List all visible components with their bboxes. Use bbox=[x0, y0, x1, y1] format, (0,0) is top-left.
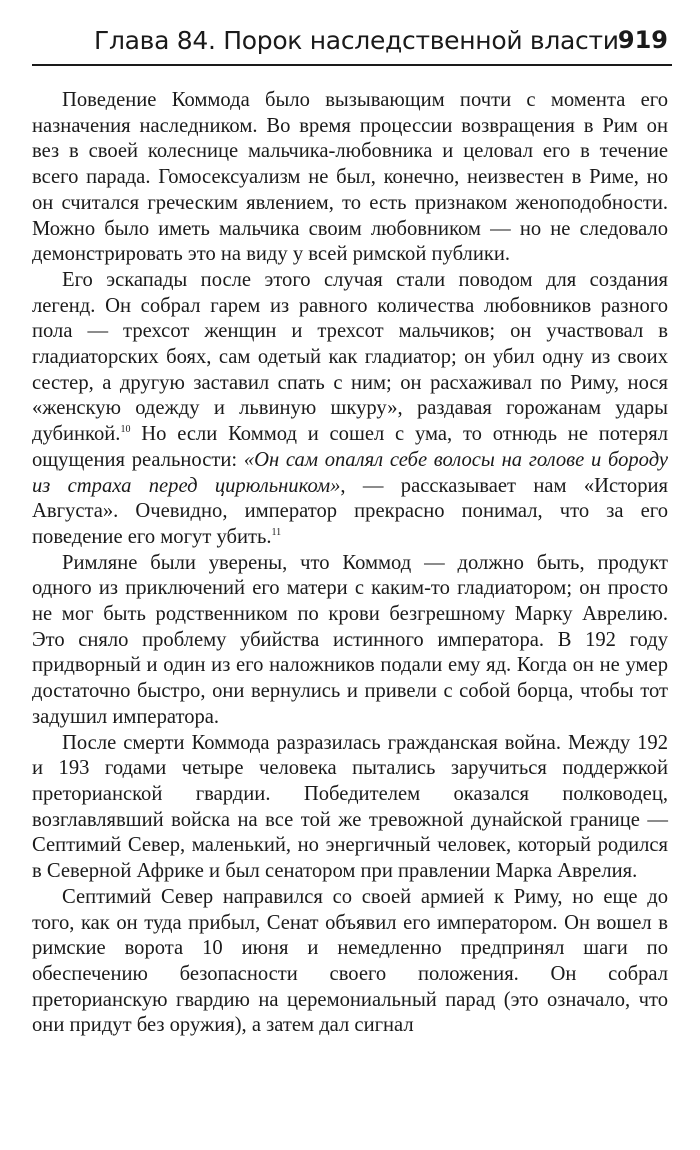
paragraph-2 bbox=[32, 268, 668, 551]
paragraph-5: Септимий Север направился со своей армией к Риму, но еще до того, как он туда прибыл, Сенат объявил его императором. Он вошел в римские ворота 10 июня и немедленно предпринял шаги по обеспечению безопасности своего положения. Он собрал преторианскую гвардию на церемониальный парад (это означало, что они придут без оружия), а затем дал сигнал bbox=[32, 885, 668, 1037]
paragraph-1: Поведение Коммода было вызывающим почти с момента его назначения наследником. Во время процессии возвращения в Рим он вез в своей колеснице мальчика-любовника и целовал его в течение всего парада. Гомосексуализм не был, конечно, неизвестен в Риме, но он считался греческим явлением, то есть признаком женоподобности. Можно было иметь мальчика своим любовником — но не следовало демонстрировать это на виду у всей римской публики. bbox=[32, 89, 668, 266]
page-number: 919 bbox=[617, 26, 668, 54]
paragraph-2-text-a: Его эскапады после этого случая стали поводом для создания легенд. Он собрал гарем из равного количества любовников разного пола — трехсот женщин и трехсот мальчиков; он участвовал в гладиаторских боях, сам одетый как гладиатор; он убил одну из своих сестер, а другую заставил спать с ним; он расхаживал по Риму, нося «женскую одежду и львиную шкуру», раздавая горожанам удары дубинкой. bbox=[32, 268, 668, 446]
footnote-ref-10: 10 bbox=[120, 424, 131, 436]
running-header bbox=[32, 22, 672, 66]
paragraph-2-text-c: , — рассказывает нам «История Августа». Очевидно, император прекрасно понимал, что за его поведение его могут убить. bbox=[32, 474, 668, 548]
italic-quote: «Он сам опалял себе волосы на голове и бороду из страха перед цирюльником» bbox=[32, 448, 668, 497]
body-text bbox=[32, 88, 668, 1039]
chapter-title: Глава 84. Порок наследственной власти bbox=[94, 26, 619, 55]
paragraph-4: После смерти Коммода разразилась гражданская война. Между 192 и 193 годами четыре человека пытались заручиться поддержкой преторианской гвардии. Победителем оказался полководец, возглавлявший войска на все той же тревожной дунайской границе — Септимий Север, маленький, но энергичный человек, который родился в Северной Африке и был сенатором при правлении Марка Аврелия. bbox=[32, 731, 668, 883]
footnote-ref-11: 11 bbox=[271, 527, 282, 539]
paragraph-2-text-b: Но если Коммод и сошел с ума, то отнюдь не потерял ощущения реальности: bbox=[32, 423, 668, 471]
paragraph-3: Римляне были уверены, что Коммод — должно быть, продукт одного из приключений его матери с каким-то гладиатором; он просто не мог быть родственником по крови безгрешному Марку Аврелию. Это сняло проблему убийства истинного императора. В 192 году придворный и один из его наложников подали ему яд. Когда он не умер достаточно быстро, они вернулись и привели с собой борца, чтобы тот задушил императора. bbox=[32, 551, 668, 728]
